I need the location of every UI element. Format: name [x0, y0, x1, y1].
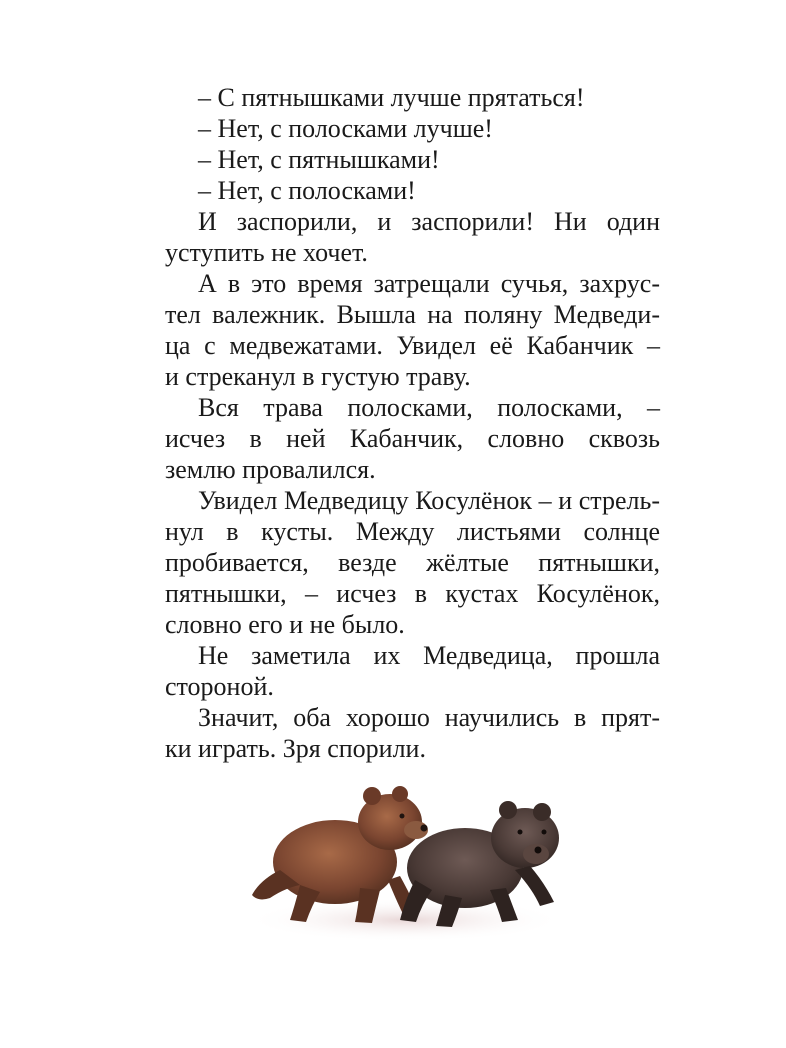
bear-cubs-icon: [240, 770, 570, 945]
paragraph-line: стороной.: [165, 672, 274, 701]
paragraph-line: пятнышки, – исчез в кустах Косулёнок,: [165, 579, 660, 608]
dialog-line-3: – Нет, с пятнышками!: [198, 145, 440, 174]
dialog-line-2: – Нет, с полосками лучше!: [198, 114, 493, 143]
paragraph-line: исчез в ней Кабанчик, словно сквозь: [165, 424, 660, 453]
paragraph-line: ки играть. Зря спорили.: [165, 734, 426, 763]
paragraph-line: Увидел Медведицу Косулёнок – и стрель-: [198, 486, 660, 515]
paragraph-line: Значит, оба хорошо научились в прят-: [198, 703, 660, 732]
paragraph-line: А в это время затрещали сучья, захрус-: [198, 269, 660, 298]
dialog-line-4: – Нет, с полосками!: [198, 176, 416, 205]
paragraph-line: землю провалился.: [165, 455, 376, 484]
paragraph-line: Вся трава полосками, полосками, –: [198, 393, 660, 422]
paragraph-line: тел валежник. Вышла на поляну Медведи-: [165, 300, 660, 329]
paragraph-line: И заспорили, и заспорили! Ни один: [198, 207, 660, 236]
story-text: [165, 82, 660, 764]
paragraph-line: нул в кусты. Между листьями солнце: [165, 517, 660, 546]
paragraph-line: Не заметила их Медведица, прошла: [198, 641, 660, 670]
paragraph-line: ца с медвежатами. Увидел её Кабанчик –: [165, 331, 660, 360]
bear-cubs-illustration: [240, 770, 570, 945]
paragraph-line: пробивается, везде жёлтые пятнышки,: [165, 548, 660, 577]
dialog-line-1: – С пятнышками лучше прятаться!: [198, 83, 585, 112]
paragraph-line: словно его и не было.: [165, 610, 405, 639]
paragraph-line: и стреканул в густую траву.: [165, 362, 471, 391]
paragraph-line: уступить не хочет.: [165, 238, 368, 267]
